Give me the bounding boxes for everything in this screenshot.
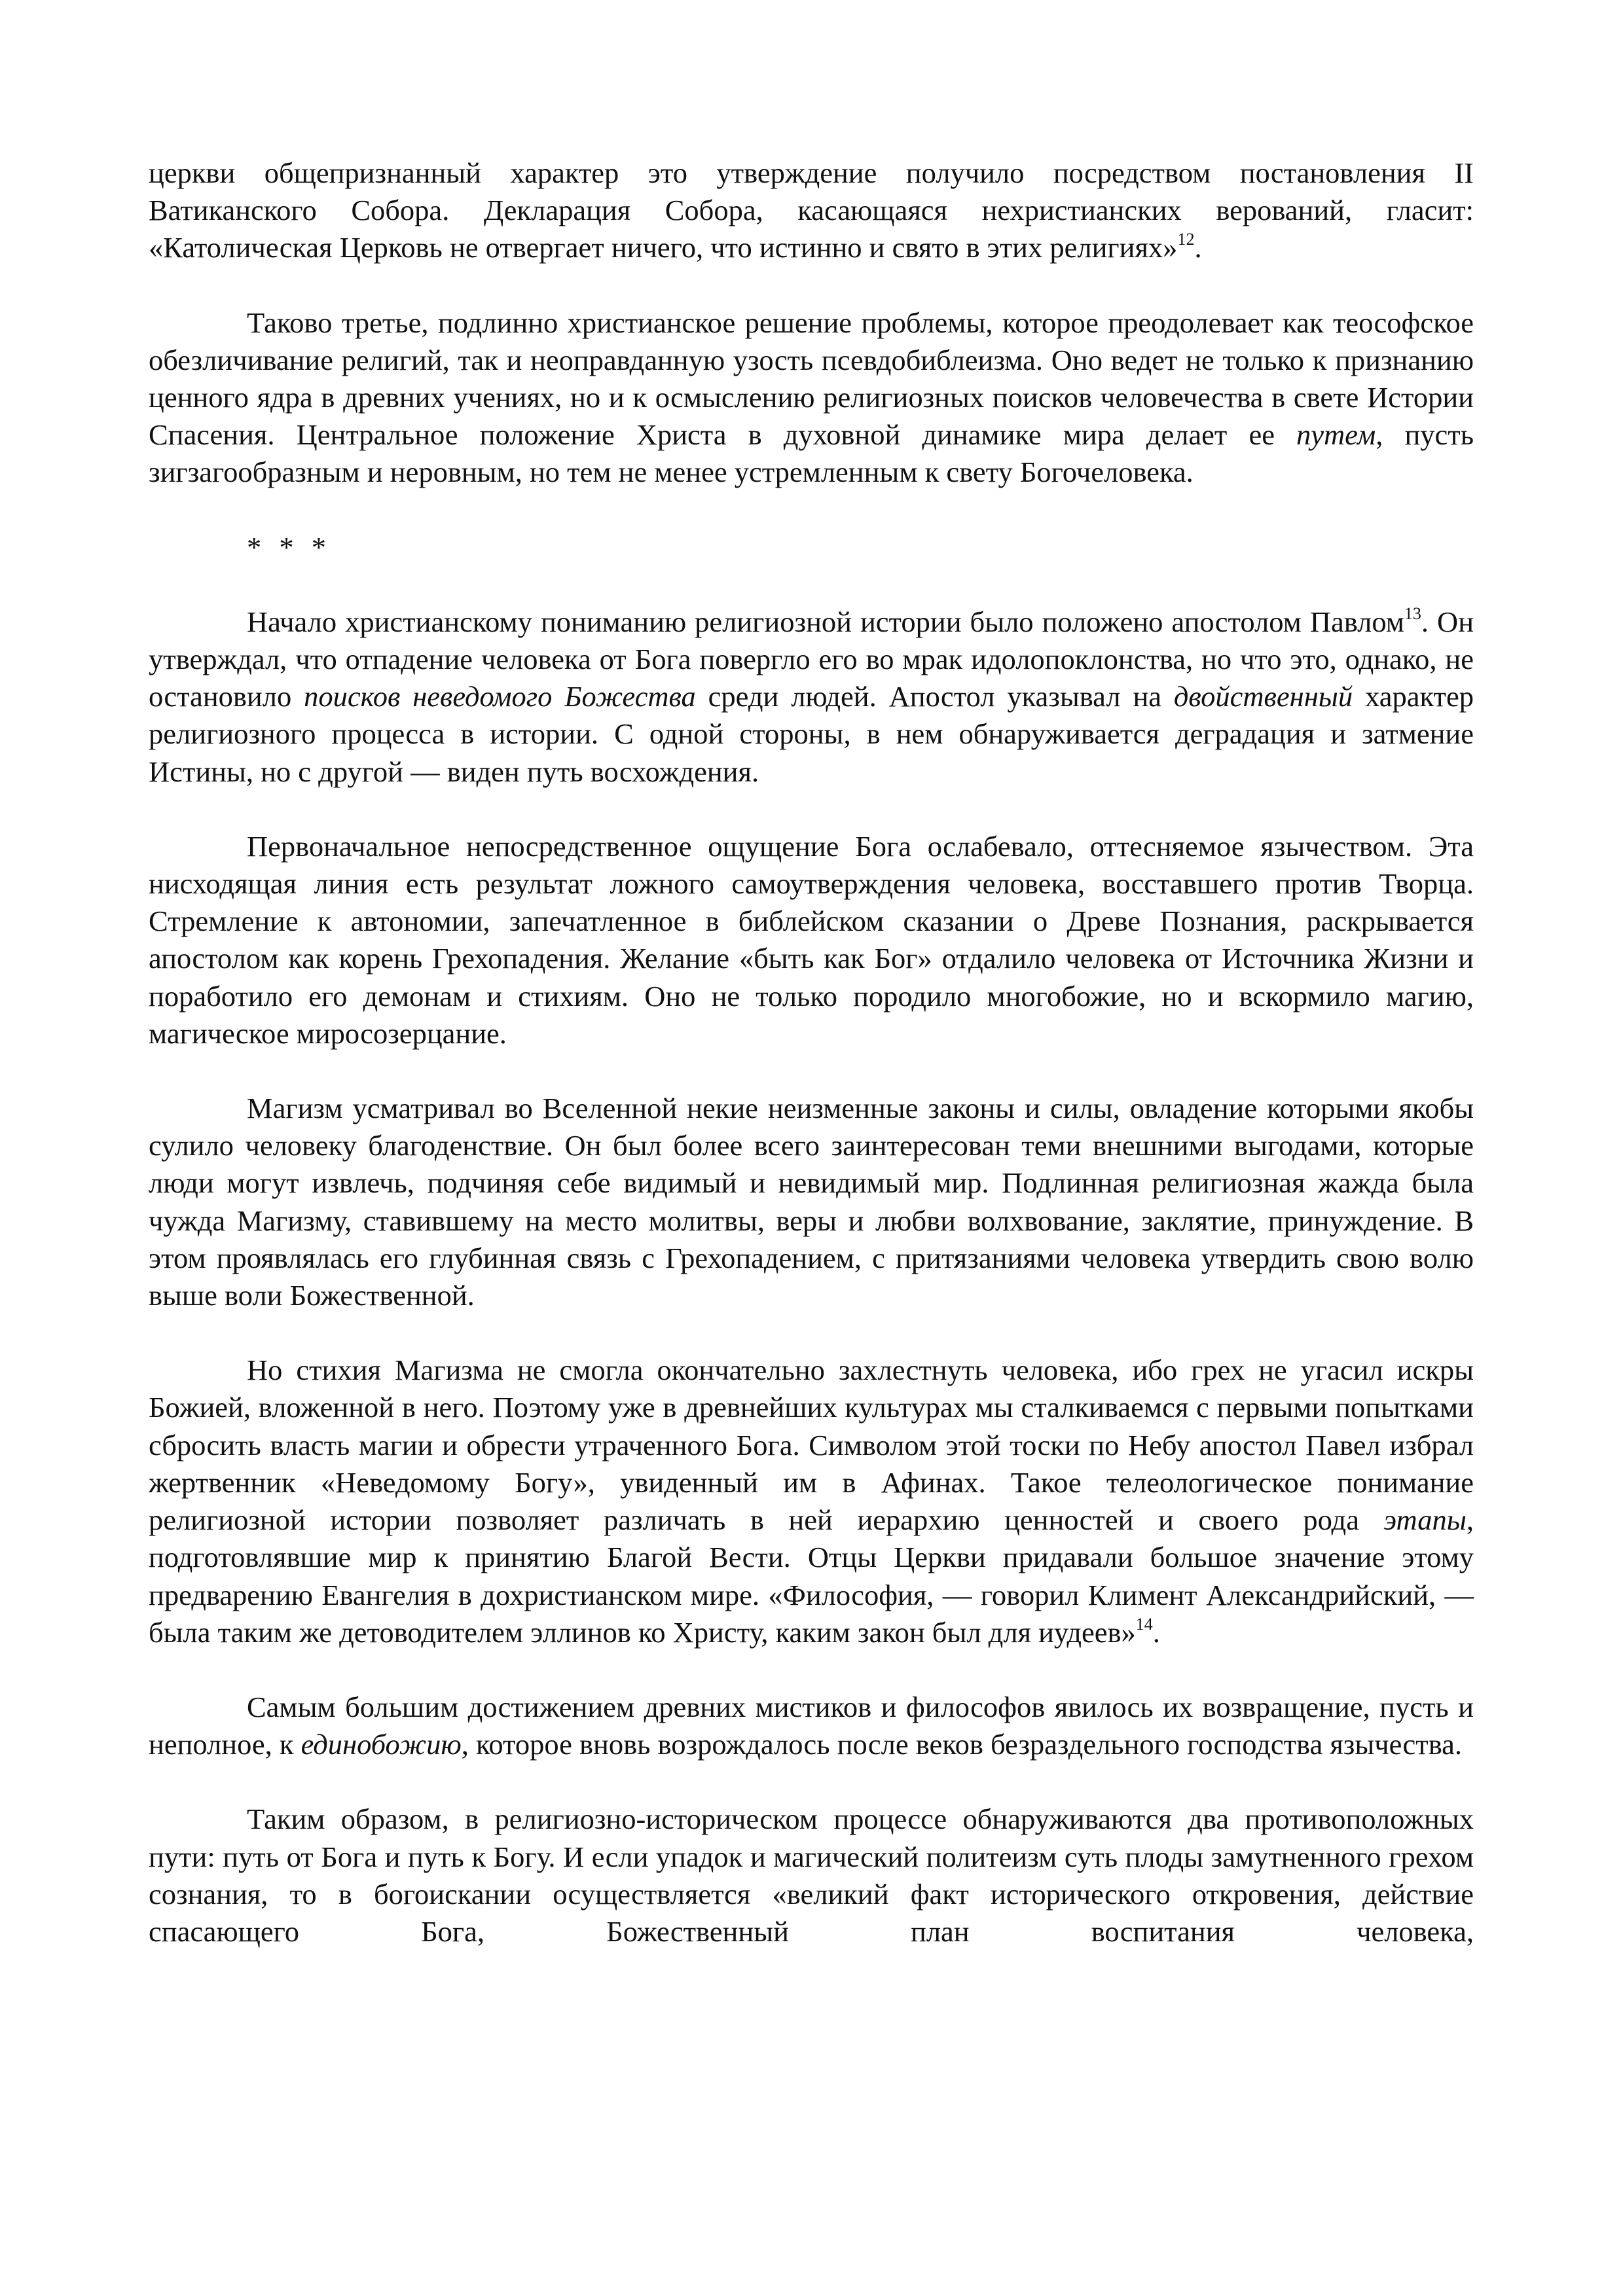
paragraph-7: [149, 1689, 1474, 1763]
paragraph-2: [149, 304, 1474, 492]
paragraph-3-text-2: . Он утверждал, что отпадение человека от Бога повергло его во мрак идолопоклонства, но что это, однако, не остановило: [149, 605, 1474, 713]
paragraph-5: Магизм усматривал во Вселенной некие неизменные законы и силы, овладение которыми якобы сулило человеку благоденствие. Он был более всего заинтересован теми внешними выгодами, которые люди могут извлечь, подчиняя себе видимый и невидимый мир. Подлинная религиозная жажда была чужда Магизму, ставившему на место молитвы, веры и любви волхвование, заклятие, принуждение. В этом проявлялась его глубинная связь с Грехопадением, с притязаниями человека утвердить свою волю выше воли Божественной.: [149, 1092, 1474, 1312]
paragraph-6-emphasis: этапы: [1383, 1503, 1467, 1537]
paragraph-2-emphasis: путем: [1296, 418, 1376, 452]
paragraph-1-end: .: [1194, 231, 1202, 264]
paragraph-1: [149, 154, 1474, 267]
paragraph-1-text: церкви общепризнанный характер это утверждение получило посредством постановления II Ватиканского Собора. Декларация Собора, касающаяся нехристианских верований, гласит: «Католическая Церковь не отвергает ничего, что истинно и свято в этих религиях»: [149, 156, 1474, 264]
document-page: [149, 154, 1474, 1950]
paragraph-3-emphasis-1: поисков неведомого Божества: [304, 680, 696, 713]
paragraph-3-emphasis-2: двойственный: [1173, 680, 1353, 713]
paragraph-6-end: .: [1152, 1615, 1160, 1649]
paragraph-2-text: Таково третье, подлинно христианское решение проблемы, которое преодолевает как теософское обезличивание религий, так и неоправданную узость псевдобиблеизма. Оно ведет не только к признанию ценного ядра в древних учениях, но и к осмыслению религиозных поисков человечества в свете Истории Спасения. Центральное положение Христа в духовной динамике мира делает ее: [149, 306, 1474, 452]
footnote-ref-12[interactable]: 12: [1177, 230, 1195, 249]
paragraph-2-end: , пусть зигзагообразным и неровным, но тем не менее устремленным к свету Богочеловека.: [149, 418, 1474, 489]
paragraph-6-text: Но стихия Магизма не смогла окончательно захлестнуть человека, ибо грех не угасил искры Божией, вложенной в него. Поэтому уже в древнейших культурах мы сталкиваемся с первыми попытками сбросить власть магии и обрести утраченного Бога. Символом этой тоски по Небу апостол Павел избрал жертвенник «Неведомому Богу», увиденный им в Афинах. Такое телеологическое понимание религиозной истории позволяет различать в ней иерархию ценностей и своего рода: [149, 1354, 1474, 1537]
paragraph-7-end: , которое вновь возрождалось после веков безраздельного господства язычества.: [461, 1728, 1463, 1761]
paragraph-7-text: Самым большим достижением древних мистиков и философов явилось их возвращение, пусть и неполное, к: [149, 1690, 1474, 1761]
paragraph-3: [149, 603, 1474, 791]
paragraph-7-emphasis: единобожию: [301, 1728, 462, 1761]
footnote-ref-13[interactable]: 13: [1404, 603, 1421, 623]
footnote-ref-14[interactable]: 14: [1135, 1614, 1153, 1634]
paragraph-6: [149, 1352, 1474, 1651]
paragraph-3-end: характер религиозного процесса в истории. С одной стороны, в нем обнаруживается деградация и затмение Истины, но с другой — виден путь восхождения.: [149, 680, 1474, 788]
paragraph-6-text-2: , подготовлявшие мир к принятию Благой Вести. Отцы Церкви придавали большое значение этому предварению Евангелия в дохристианском мире. «Философия, — говорил Климент Александрийский, — была таким же детоводителем эллинов ко Христу, каким закон был для иудеев»: [149, 1503, 1474, 1649]
section-separator: * * *: [247, 530, 331, 564]
paragraph-3-text-3: среди людей. Апостол указывал на: [695, 680, 1174, 713]
paragraph-4: Первоначальное непосредственное ощущение Бога ослабевало, оттесняемое язычеством. Эта нисходящая линия есть результат ложного самоутверждения человека, восставшего против Творца. Стремление к автономии, запечатленное в библейском сказании о Древе Познания, раскрывается апостолом как корень Грехопадения. Желание «быть как Бог» отдалило человека от Источника Жизни и поработило его демонам и стихиям. Оно не только породило многобожие, но и вскормило магию, магическое миросозерцание.: [149, 829, 1474, 1050]
paragraph-3-text: Начало христианскому пониманию религиозной истории было положено апостолом Павлом: [247, 605, 1404, 638]
paragraph-8: Таким образом, в религиозно-историческом процессе обнаруживаются два противоположных пути: путь от Бога и путь к Богу. И если упадок и магический политеизм суть плоды замутненного грехом сознания, то в богоискании осуществляется «великий факт исторического откровения, действие спасающего Бога, Божественный план воспитания человека,: [149, 1803, 1474, 1948]
